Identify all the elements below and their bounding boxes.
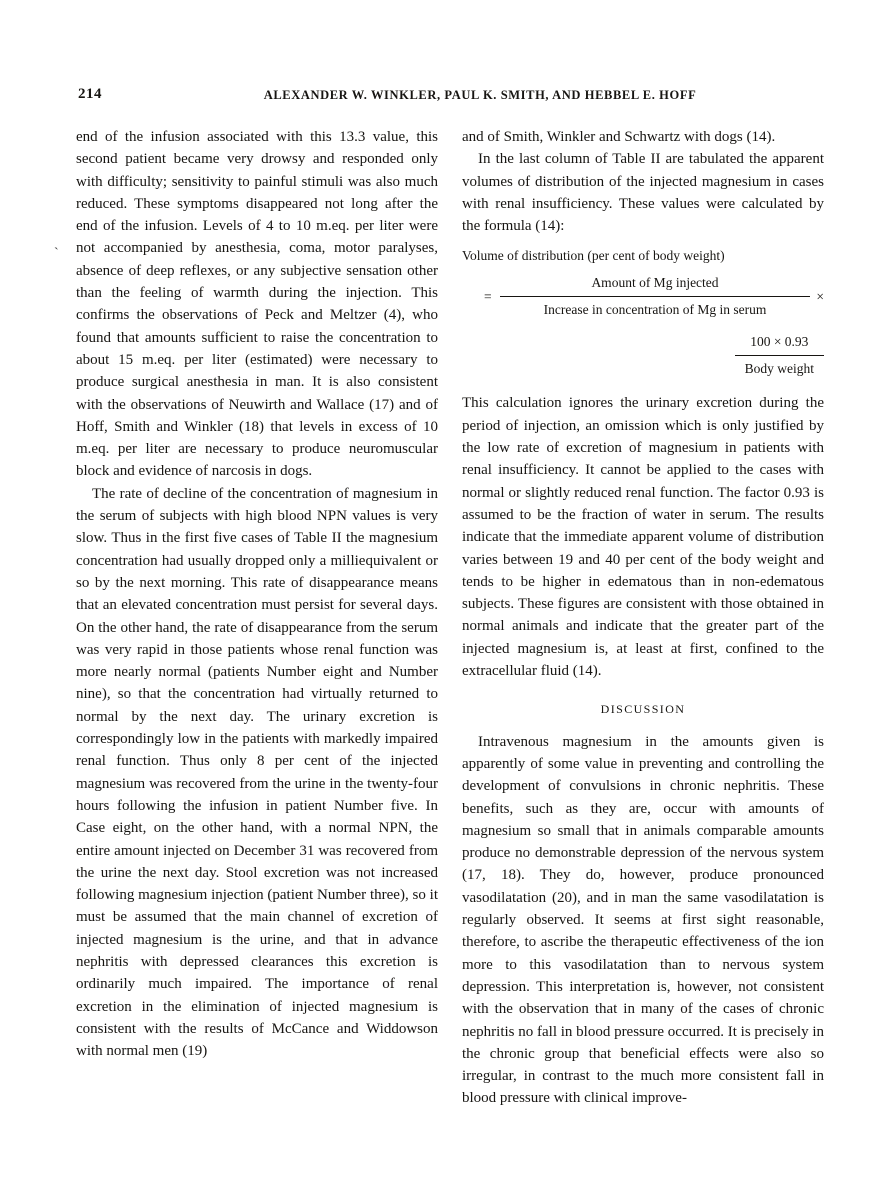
fraction-denominator: Body weight <box>735 355 824 378</box>
paragraph: In the last column of Table II are tabulated the apparent volumes of distribution of the injected magnesium in cases with renal insufficiency. These values were calculated by the formula (14): <box>462 151 824 235</box>
equals-sign: = <box>484 288 492 304</box>
fraction <box>735 333 824 378</box>
paragraph: and of Smith, Winkler and Schwartz with dogs (14). <box>462 129 776 145</box>
multiplication-sign: × <box>816 288 824 304</box>
fraction-denominator: Increase in concentration of Mg in serum <box>500 296 811 319</box>
fraction <box>500 274 811 319</box>
section-heading-discussion: DISCUSSION <box>600 702 686 717</box>
formula-fraction-row <box>462 274 824 319</box>
formula-fraction-row-2 <box>462 333 824 378</box>
paragraph: end of the infusion associated with this 13.3 value, this second patient became very drowsy and responded only with difficulty; sensitivity to painful stimuli was also much reduced. These symptoms disappeared not long after the end of the infusion. Levels of 4 to 10 m.eq. per liter were not accompanied by anesthesia, coma, motor paralyses, absence of deep reflexes, or any subjective sensation other than the feeling of warmth during the injection. This confirms the observations of Peck and Meltzer (4), who found that amounts sufficient to raise the concentration to about 15 m.eq. per liter (estimated) were necessary to produce surgical anesthesia in man. It is also consistent with the observations of Neuwirth and Wallace (17) and of Hoff, Smith and Winkler (18) that levels in excess of 10 m.eq. per liter are necessary to produce neuromuscular block and evidence of narcosis in dogs. <box>76 129 438 480</box>
page-number: 214 <box>78 86 102 102</box>
paragraph: The rate of decline of the concentration of magnesium in the serum of subjects with high blood NPN values is very slow. Thus in the first five cases of Table II the magnesium concentration had usually dropped only a milliequivalent or so by the next morning. This rate of disappearance means that an elevated concentration must persist for several days. On the other hand, the rate of disappearance from the serum was very rapid in those patients whose renal function was more nearly normal (patients Number eight and Number nine), so that the concentration had virtually returned to normal by the next day. The urinary excretion is correspondingly low in the patients with markedly impaired renal function. Thus only 8 per cent of the injected magnesium was recovered from the urine in the twenty-four hours following the infusion in patient Number five. In Case eight, on the other hand, with a normal NPN, the entire amount injected on December 31 was recovered from the urine the next day. Stool excretion was not increased following magnesium injection (patient Number three), so it must be assumed that the main channel of excretion of injected magnesium is the urine, and that in advance nephritis with depressed clearances this excretion is ordinarily much impaired. The importance of renal excretion in the elimination of injected magnesium is consistent with the results of McCance and Widdowson with normal men (19) <box>76 485 438 1060</box>
paragraph: This calculation ignores the urinary excretion during the period of injection, an omission which is only justified by the low rate of excretion of magnesium in patients with renal insufficiency. It cannot be applied to the cases with normal or slightly reduced renal function. The factor 0.93 is assumed to be the fraction of water in serum. The results indicate that the immediate apparent volume of distribution varies between 19 and 40 per cent of the body weight and tends to be higher in edematous than in non-edematous subjects. These figures are consistent with those obtained in normal animals and indicate that the greater part of the injected magnesium is, at least at first, confined to the extracellular fluid (14). <box>462 395 824 680</box>
fraction-numerator: Amount of Mg injected <box>591 275 719 291</box>
running-header <box>76 86 824 108</box>
fraction-numerator: 100 × 0.93 <box>750 334 809 350</box>
formula-label: Volume of distribution (per cent of body weight) <box>462 248 725 264</box>
two-column-body <box>76 126 824 1110</box>
formula-block <box>462 247 824 378</box>
running-head-authors: ALEXANDER W. WINKLER, PAUL K. SMITH, AND HEBBEL E. HOFF <box>263 88 697 102</box>
left-column <box>76 126 438 1110</box>
margin-stray-mark: ` <box>54 246 59 261</box>
paragraph: Intravenous magnesium in the amounts given is apparently of some value in preventing and controlling the development of convulsions in chronic nephritis. These benefits, such as they are, occur with amounts of magnesium so small that in animals comparable amounts produce no demonstrable depression of the nervous system (17, 18). They do, however, produce pronounced vasodilatation (20), and in man the same vasodilatation is regularly observed. It seems at first sight reasonable, therefore, to ascribe the therapeutic effectiveness of the ion more to this vasodilatation than to nervous system depression. This interpretation is, however, not consistent with the observation that in many of the cases of chronic nephritis no fall in blood pressure occurred. It is precisely in the chronic group that beneficial effects were also so irregular, in contrast to the much more consistent fall in blood pressure with clinical improve- <box>462 733 824 1107</box>
right-column <box>462 126 824 1110</box>
